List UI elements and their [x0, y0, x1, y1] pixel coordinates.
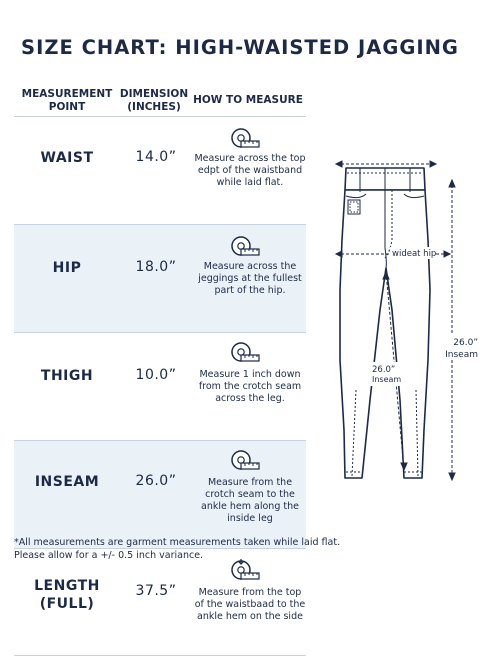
column-header-dimension-line1: DIMENSION	[119, 88, 189, 100]
table-row	[14, 440, 306, 548]
table-row	[14, 332, 306, 440]
tape-measure-icon	[230, 341, 260, 363]
dimension-value: 18.0”	[135, 259, 177, 275]
jeggings-diagram	[312, 140, 480, 500]
how-to-measure-text: Measure from the crotch seam to the ankle hem along the inside leg	[201, 477, 299, 524]
tape-measure-icon	[230, 449, 260, 471]
column-header-how: HOW TO MEASURE	[193, 94, 303, 106]
tape-measure-icon	[230, 127, 260, 149]
how-to-measure-text: Measure across the jeggings at the fullest part of the hip.	[198, 261, 302, 296]
measurement-point-label: INSEAM	[34, 474, 100, 490]
dimension-value: 10.0”	[135, 367, 177, 383]
how-to-measure-text: Measure across the top edpt of the waistband while laid flat.	[194, 153, 306, 188]
footnote-line2: Please allow for a +/- 0.5 inch variance.	[14, 550, 204, 561]
footnote	[14, 536, 454, 562]
table-row	[14, 224, 306, 332]
hip-label: wideat hip	[392, 249, 437, 259]
measurement-point-label: THIGH	[40, 368, 94, 384]
column-header-point-line2: POINT	[48, 101, 86, 113]
how-to-measure-text: Measure from the top of the waistbaad to the ankle hem on the side	[194, 587, 306, 622]
dimension-value: 37.5”	[135, 583, 177, 599]
column-header-point	[18, 88, 116, 114]
outseam-value: 26.0”	[453, 338, 478, 348]
dimension-value: 26.0”	[135, 473, 177, 489]
column-header-point-line1: MEASUREMENT	[21, 88, 113, 100]
tape-measure-icon	[230, 235, 260, 257]
column-header-dimension-line2: (INCHES)	[127, 101, 181, 113]
footnote-line1: *All measurements are garment measurements taken while laid flat.	[14, 537, 341, 548]
measurement-point-label: LENGTH (FULL)	[34, 578, 100, 612]
column-header-dimension	[118, 88, 190, 114]
measurement-point-label: HIP	[52, 260, 82, 276]
outseam-label: Inseam	[445, 350, 478, 360]
table-row	[14, 548, 306, 656]
how-to-measure-text: Measure 1 inch down from the crotch seam across the leg.	[198, 369, 302, 404]
page-title: SIZE CHART: HIGH-WAISTED JAGGING	[21, 36, 459, 59]
inseam-value: 26.0”	[372, 365, 396, 375]
inseam-label: Inseam	[372, 375, 402, 384]
dimension-value: 14.0”	[135, 149, 177, 165]
tape-measure-icon	[230, 559, 260, 581]
measurement-point-label: WAIST	[40, 150, 94, 166]
table-row	[14, 116, 306, 224]
